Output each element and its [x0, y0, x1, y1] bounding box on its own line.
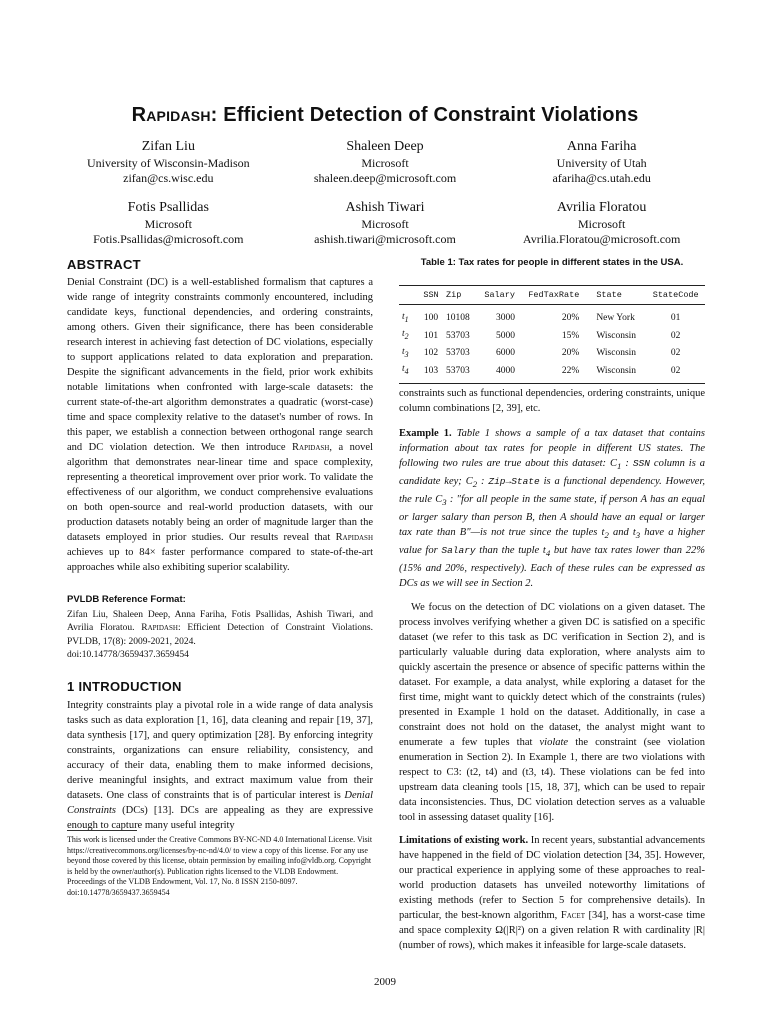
author-email: afariha@cs.utah.edu — [552, 171, 651, 185]
footnote-rule — [67, 830, 137, 831]
author-name: Fotis Psallidas — [127, 200, 209, 215]
pvldb-reference — [67, 593, 373, 663]
footnote-license: This work is licensed under the Creative Commons BY-NC-ND 4.0 International License. Visit https://creativecommons.org/licenses/by-nc-nd/4.0/ to view a copy of this license. For any use beyond those covered by this license, obtain permission by emailing info@vldb.org. Copyright is held by the owner/author(s). Publication rights licensed to the VLDB Endowment. — [67, 835, 373, 876]
reference-heading: PVLDB Reference Format: — [67, 594, 186, 605]
focus-paragraph: We focus on the detection of DC violations on a given dataset. The process involves verifying whether a given DC is satisfied on a specific dataset (we refer to this task as DC verification in Section 2), and is particularly valuable during data exploration, where analysts aim to quickly ascertain the presence or absence of specific patterns within the dataset. For example, a data analyst, while exploring a dataset for the first time, might want to quickly detect which of the constraints (rules) presented in Example 1 hold on the dataset. Additionally, in case a constraint does not hold on the dataset, the analyst might want to enumerate a few tuples that violate the constraint (see violation enumeration in Section 2). In Example 1, there are two violations with respect to C3: (t2, t4) and (t3, t4). These violations can be fed into upstream data cleaning tools [15, 18, 37], which can be used to repair data inconsistencies. Thus, DC violation detection serves as a valuable tool in assessing dataset quality [16]. — [399, 602, 706, 824]
author-name: Ashish Tiwari — [345, 200, 425, 215]
author-name: Anna Fariha — [566, 139, 637, 154]
tuple-id: $t_1$ — [402, 312, 409, 324]
author-email: shaleen.deep@microsoft.com — [313, 171, 457, 185]
author-row-1 — [60, 138, 710, 186]
author-affiliation: Microsoft — [361, 156, 409, 170]
table-row: $t_4$ 103 53703 4000 22% Wisconsin 02 — [399, 362, 705, 383]
table-row: $t_3$ 102 53703 6000 20% Wisconsin 02 — [399, 345, 705, 362]
paper-title — [0, 104, 770, 127]
intro-heading: 1 INTRODUCTION — [67, 678, 182, 694]
author-block — [277, 199, 494, 247]
tax-table — [399, 285, 705, 384]
left-column — [67, 257, 373, 833]
reference-doi: doi:10.14778/3659437.3659454 — [67, 650, 189, 660]
table-row: $t_2$ 101 53703 5000 15% Wisconsin 02 — [399, 327, 705, 344]
author-block — [60, 199, 277, 247]
footnote-proceedings: Proceedings of the VLDB Endowment, Vol. 17, No. 8 ISSN 2150-8097. — [67, 877, 298, 886]
tuple-id: $t_3$ — [402, 346, 409, 359]
author-affiliation: University of Wisconsin-Madison — [87, 156, 250, 170]
author-name: Zifan Liu — [141, 139, 195, 154]
author-block — [493, 138, 710, 186]
table-header: FedTaxRate — [518, 286, 582, 305]
table-header: Salary — [477, 286, 518, 305]
limitations-paragraph: Limitations of existing work. In recent years, substantial advancements have happened in the field of DC violation detection [34, 35]. However, our practical experience in applying some of these approaches to real-world production datasets has unveiled noteworthy limitations of existing methods (refer to Section 5 for comprehensive details). In particular, the best-known algorithm, Facet [34], has a worst-case time and space complexity Ω(|R|²) on a given relation R with cardinality |R| (number of rows), which makes it infeasible for large-scale datasets. — [399, 835, 706, 952]
tuple-id: $t_4$ — [399, 362, 419, 383]
author-affiliation: University of Utah — [556, 156, 647, 170]
license-footnote — [67, 830, 373, 898]
table-header: StateCode — [646, 286, 705, 305]
author-affiliation: Microsoft — [144, 217, 192, 231]
title-rest: : Efficient Detection of Constraint Violations — [210, 104, 639, 126]
author-affiliation: Microsoft — [361, 217, 409, 231]
abstract-heading: ABSTRACT — [67, 257, 141, 272]
author-block — [493, 199, 710, 247]
author-name: Shaleen Deep — [346, 139, 424, 154]
abstract-text: Denial Constraint (DC) is a well-established formalism that captures a wide range of integrity constraints commonly encountered, including candidate keys, functional dependencies, and ordering constraints, among others. Given their significance, there has been considerable research interest in achieving fast detection of DC violations, especially to support applications related to data exploration and preparation. Despite the significant advancements in the field, prior work exhibits notable limitations when confronted with large-scale datasets: the current state-of-the-art algorithm demonstrates a quadratic (worst-case) time and space complexity relative to the dataset's number of rows. In this paper, we establish a connection between orthogonal range search and DC violation detection. We then introduce Rapidash, a novel algorithm that demonstrates near-linear time and space complexity, representing a theoretical improvement over prior work. To validate the effectiveness of our algorithm, we conduct comprehensive evaluations on both open-source and real-world production datasets, with our production datasets notably being an order of magnitude larger than the datasets employed in prior studies. Our results reveal that Rapidash achieves up to 84× faster performance compared to state-of-the-art approaches while also exhibiting superior scalability. — [67, 277, 373, 573]
intro-text: Integrity constraints play a pivotal role in a wide range of data analysis tasks such as data exploration [1, 16], data cleaning and repair [19, 37], data synthesis [17], and query optimization [28]. By enforcing integrity constraints, organizations can ensure reliability, consistency, and accuracy of their data, enabling them to make informed decisions, derive meaningful insights, and extract maximum value from their datasets. One class of constraints that is of particular interest is Denial Constraints (DCs) [13]. DCs are appealing as they are expressive enough to capture many useful integrity — [67, 699, 373, 831]
table-caption: Table 1: Tax rates for people in different states in the USA. — [420, 257, 684, 268]
author-block — [277, 138, 494, 186]
table-header-row — [399, 286, 705, 305]
table-header: Zip — [443, 286, 477, 305]
author-affiliation: Microsoft — [578, 217, 626, 231]
author-email: zifan@cs.wisc.edu — [123, 171, 214, 185]
author-email: Avrilia.Floratou@microsoft.com — [522, 232, 681, 246]
tuple-id: $t_2$ — [402, 329, 409, 342]
reference-text: Zifan Liu, Shaleen Deep, Anna Fariha, Fotis Psallidas, Ashish Tiwari, and Avrilia Floratou. Rapidash: Efficient Detection of Constraint Violations. PVLDB, 17(8): 2009-2021, 2024. — [67, 609, 373, 647]
table-header: SSN — [419, 286, 443, 305]
example-1: Example 1. Table 1 shows a sample of a tax dataset that contains information about tax rates for people in different US states. The following two rules are true about this dataset: $C_1$ : SSN column is a candidate key; $C_2$ : Zip→State is a functional dependency. However, the rule $C_3$ : "for all people in the same state, if person A has an equal or larger salary than person B, then A should have an equal or larger tax rate than B"—is not true since the tuples $t_2$ and $t_3$ have a higher value for Salary than the tuple $t_4$ but have tax rates lower than 22% (15% and 20%, respectively). Each of these rules can be expressed as DCs as we will see in Section 2. — [399, 428, 706, 590]
author-email: Fotis.Psallidas@microsoft.com — [93, 232, 244, 246]
author-row-2 — [60, 199, 710, 247]
continued-text: constraints such as functional dependencies, ordering constraints, unique column combinations [2, 39], etc. — [399, 388, 705, 414]
title-system-name: Rapidash — [131, 104, 211, 126]
table-header: State — [582, 286, 646, 305]
author-email: ashish.tiwari@microsoft.com — [314, 232, 456, 246]
footnote-doi: doi:10.14778/3659437.3659454 — [67, 887, 170, 897]
author-name: Avrilia Floratou — [556, 200, 647, 215]
author-block — [60, 138, 277, 186]
page-number: 2009 — [374, 976, 396, 988]
table-row: $t_1$ 100 10108 3000 20% New York 01 — [399, 305, 705, 328]
right-column — [399, 386, 705, 953]
